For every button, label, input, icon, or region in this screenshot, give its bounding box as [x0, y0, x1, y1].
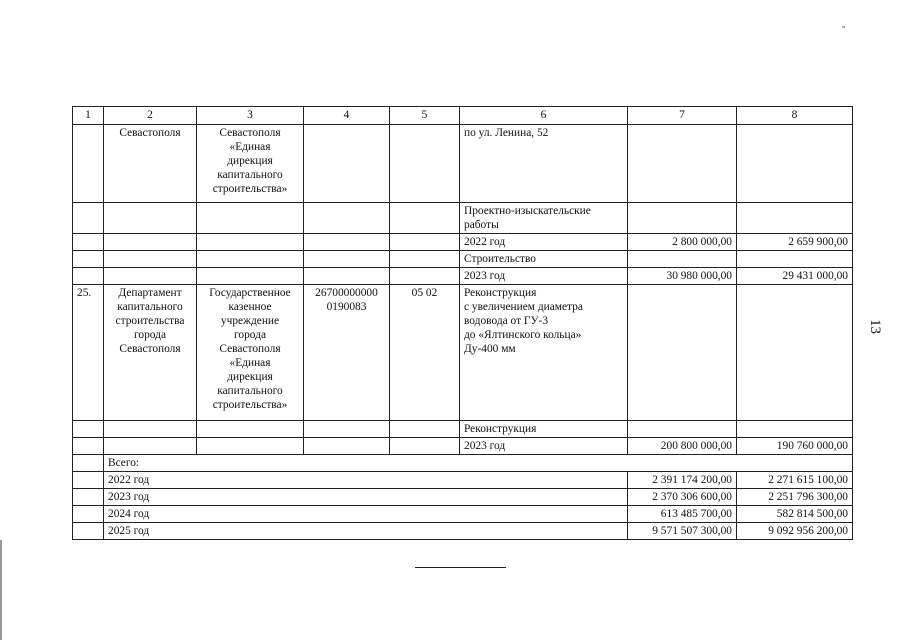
header-cell: 2 [104, 107, 197, 125]
scan-speck [842, 26, 845, 28]
total-amount: 2 391 174 200,00 [628, 472, 737, 489]
total-amount: 9 571 507 300,00 [628, 523, 737, 540]
table-row [73, 285, 853, 421]
header-cell: 1 [73, 107, 104, 125]
amount-cell: 200 800 000,00 [628, 438, 737, 455]
table-row [73, 438, 853, 455]
work-type-cell: Проектно-изыскательские работы [460, 203, 628, 234]
amount-cell: 30 980 000,00 [628, 268, 737, 285]
table-row [73, 251, 853, 268]
customer-cell: Департамент капитального строительства города Севастополя [104, 285, 197, 421]
header-cell: 4 [304, 107, 390, 125]
totals-year: 2024 год [104, 506, 628, 523]
code-cell: 26700000000 0190083 [304, 285, 390, 421]
total-amount: 2 251 796 300,00 [737, 489, 853, 506]
budget-table [72, 106, 853, 540]
totals-label: Всего: [104, 455, 853, 472]
object-cell: по ул. Ленина, 52 [460, 125, 628, 203]
amount-cell: 190 760 000,00 [737, 438, 853, 455]
table-row [73, 203, 853, 234]
totals-row [73, 506, 853, 523]
totals-row [73, 489, 853, 506]
amount-cell: 2 659 900,00 [737, 234, 853, 251]
amount-cell: 2 800 000,00 [628, 234, 737, 251]
work-type-cell: Реконструкция [460, 421, 628, 438]
section-cell: 05 02 [390, 285, 460, 421]
totals-row [73, 472, 853, 489]
table-row [73, 234, 853, 251]
totals-label-row [73, 455, 853, 472]
table-row [73, 125, 853, 203]
total-amount: 582 814 500,00 [737, 506, 853, 523]
executor-cell: Севастополя «Единая дирекция капитального строительства» [197, 125, 304, 203]
executor-cell: Государственное казенное учреждение города Севастополя «Единая дирекция капитального строительства» [197, 285, 304, 421]
scan-edge [0, 540, 2, 640]
footer-rule [415, 567, 506, 568]
table-row [73, 268, 853, 285]
total-amount: 2 370 306 600,00 [628, 489, 737, 506]
row-number: 25. [73, 285, 104, 421]
table-row [73, 421, 853, 438]
year-cell: 2023 год [460, 268, 628, 285]
total-amount: 9 092 956 200,00 [737, 523, 853, 540]
total-amount: 2 271 615 100,00 [737, 472, 853, 489]
header-cell: 5 [390, 107, 460, 125]
year-cell: 2022 год [460, 234, 628, 251]
year-cell: 2023 год [460, 438, 628, 455]
customer-cell: Севастополя [104, 125, 197, 203]
header-cell: 6 [460, 107, 628, 125]
totals-year: 2023 год [104, 489, 628, 506]
work-type-cell: Строительство [460, 251, 628, 268]
header-cell: 7 [628, 107, 737, 125]
page-number: 13 [867, 319, 883, 334]
totals-year: 2022 год [104, 472, 628, 489]
object-cell: Реконструкция с увеличением диаметра водовода от ГУ-3 до «Ялтинского кольца» Ду-400 мм [460, 285, 628, 421]
amount-cell: 29 431 000,00 [737, 268, 853, 285]
totals-row [73, 523, 853, 540]
totals-year: 2025 год [104, 523, 628, 540]
header-cell: 3 [197, 107, 304, 125]
header-cell: 8 [737, 107, 853, 125]
header-row [73, 107, 853, 125]
total-amount: 613 485 700,00 [628, 506, 737, 523]
